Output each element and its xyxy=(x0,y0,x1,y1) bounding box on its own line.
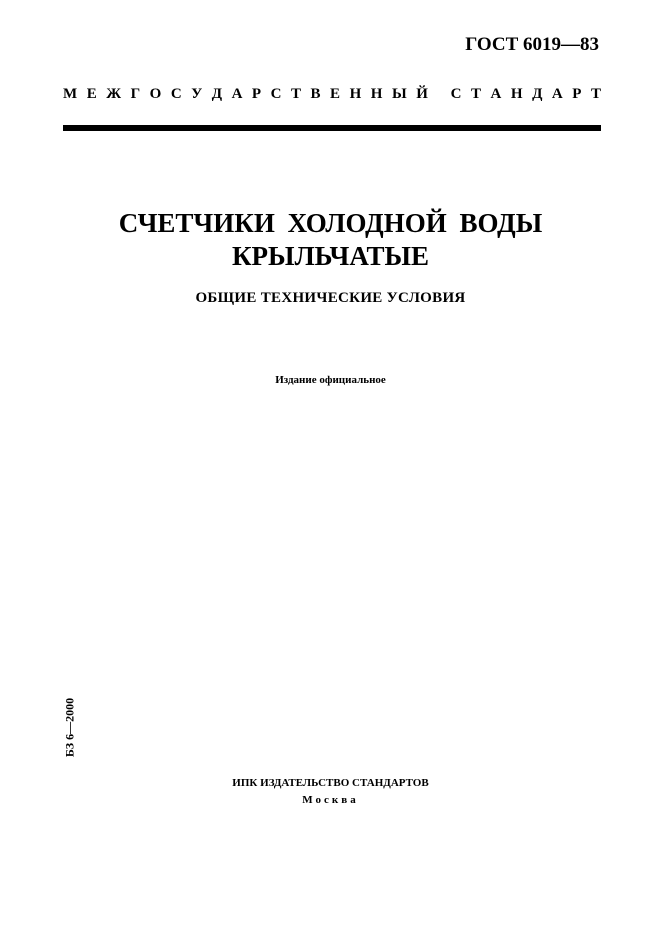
publisher-city: Москва xyxy=(302,794,359,806)
banner-letter: С xyxy=(170,86,182,102)
banner-letter: Т xyxy=(590,86,601,102)
banner-letter: Н xyxy=(349,86,362,102)
banner-letter: А xyxy=(231,86,243,102)
banner-letter: Д xyxy=(532,86,543,102)
publisher-name: ИПК ИЗДАТЕЛЬСТВО СТАНДАРТОВ xyxy=(232,777,429,789)
document-subtitle: ОБЩИЕ ТЕХНИЧЕСКИЕ УСЛОВИЯ xyxy=(195,290,466,306)
banner-letter: Д xyxy=(211,86,223,102)
banner-letter: А xyxy=(551,86,563,102)
banner-letter: Р xyxy=(251,86,262,102)
banner-letter: Н xyxy=(510,86,523,102)
banner-letter: Е xyxy=(86,86,97,102)
banner-letter: Н xyxy=(370,86,383,102)
banner-letter: А xyxy=(490,86,502,102)
banner-letter: В xyxy=(310,86,321,102)
banner-letter: Т xyxy=(290,86,301,102)
banner-letter: Ж xyxy=(106,86,122,102)
title-line-1: СЧЕТЧИКИ ХОЛОДНОЙ ВОДЫ xyxy=(118,208,543,238)
banner-letter: У xyxy=(191,86,203,102)
banner-letter: С xyxy=(270,86,282,102)
title-line-2: КРЫЛЬЧАТЫЕ xyxy=(231,241,429,271)
banner-letter: Ы xyxy=(391,86,407,102)
banner-letter: Т xyxy=(471,86,482,102)
edition-note: Издание официальное xyxy=(275,374,386,386)
banner-letter: С xyxy=(450,86,462,102)
banner-letter: Й xyxy=(416,86,428,102)
banner-letter: Р xyxy=(572,86,582,102)
header-rule xyxy=(63,125,601,131)
standard-category xyxy=(63,86,601,103)
banner-letter xyxy=(437,86,441,103)
banner-letter: Е xyxy=(330,86,341,102)
side-note: БЗ 6—2000 xyxy=(62,697,77,758)
document-title xyxy=(0,207,661,273)
banner-letter: Г xyxy=(130,86,141,102)
banner-letter: М xyxy=(63,86,78,102)
standard-number: ГОСТ 6019—83 xyxy=(465,34,599,55)
banner-letter: О xyxy=(149,86,162,102)
